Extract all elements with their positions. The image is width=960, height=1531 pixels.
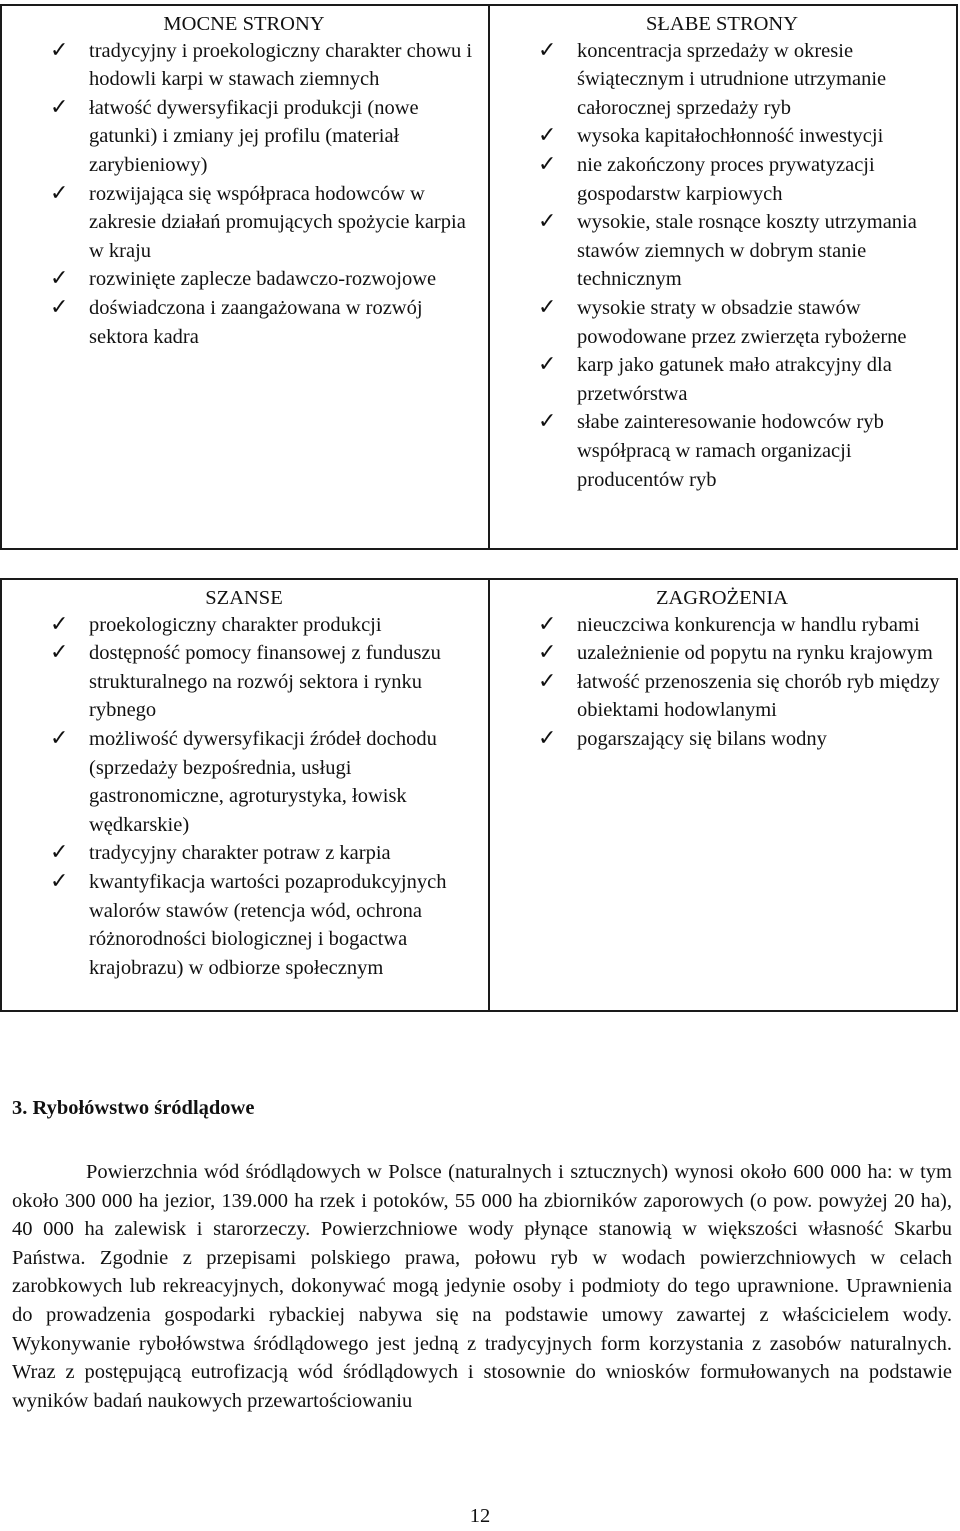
threats-list	[494, 611, 950, 754]
checkmark-icon: ✓	[50, 611, 69, 637]
list-item: ✓ łatwość dywersyfikacji produkcji (nowe gatunki) i zmiany jej profilu (materiał zarybieniowy)	[50, 94, 419, 176]
checkmark-icon: ✓	[538, 725, 557, 751]
list-item: ✓ proekologiczny charakter produkcji	[6, 611, 482, 640]
checkmark-icon: ✓	[50, 294, 69, 320]
weaknesses-cell	[489, 5, 957, 549]
checkmark-icon: ✓	[50, 180, 69, 206]
list-item: ✓ rozwijająca się współpraca hodowców w zakresie działań promujących spożycie karpia w kraju	[50, 180, 466, 262]
checkmark-icon: ✓	[50, 37, 69, 63]
weaknesses-heading: SŁABE STRONY	[645, 13, 799, 35]
list-item: ✓ wysokie straty w obsadzie stawów powodowane przez zwierzęta rybożerne	[538, 294, 907, 348]
page-number: 12	[469, 1505, 491, 1527]
list-item: ✓ koncentracja sprzedaży w okresie świątecznym i utrudnione utrzymanie całorocznej sprzedaży ryb	[538, 37, 887, 119]
list-item: ✓ karp jako gatunek mało atrakcyjny dla przetwórstwa	[538, 352, 892, 405]
opportunities-cell	[1, 579, 489, 1011]
list-item: ✓ uzależnienie od popytu na rynku krajowym	[494, 639, 950, 668]
list-item: ✓ doświadczona i zaangażowana w rozwój sektora kadra	[50, 294, 423, 348]
list-item: ✓ dostępność pomocy finansowej z funduszu strukturalnego na rozwój sektora i rynku rybnego	[50, 640, 441, 722]
checkmark-icon: ✓	[50, 840, 69, 866]
checkmark-icon: ✓	[538, 668, 557, 694]
strengths-cell	[1, 5, 489, 549]
swot-table-bottom	[0, 578, 958, 1012]
list-item: ✓ kwantyfikacja wartości pozaprodukcyjnych walorów stawów (retencja wód, ochrona różnorodności biologicznej i bogactwa krajobrazu) w odbiorze społecznym	[50, 868, 447, 979]
list-item: ✓ rozwinięte zaplecze badawczo-rozwojowe	[6, 265, 482, 294]
checkmark-icon: ✓	[538, 640, 557, 666]
checkmark-icon: ✓	[538, 151, 557, 177]
section-title: 3. Rybołówstwo śródlądowe	[12, 1097, 255, 1119]
swot-table-top	[0, 4, 958, 550]
checkmark-icon: ✓	[50, 725, 69, 751]
strengths-heading: MOCNE STRONY	[163, 13, 325, 35]
threats-heading: ZAGROŻENIA	[655, 587, 789, 609]
checkmark-icon: ✓	[50, 266, 69, 292]
list-item: ✓ wysokie, stale rosnące koszty utrzymania stawów ziemnych w dobrym stanie technicznym	[538, 209, 917, 291]
list-item: ✓ nieuczciwa konkurencja w handlu rybami	[494, 611, 950, 640]
list-item: ✓ tradycyjny charakter potraw z karpia	[6, 839, 482, 868]
weaknesses-list	[494, 37, 950, 495]
checkmark-icon: ✓	[538, 409, 557, 435]
list-item: ✓ słabe zainteresowanie hodowców ryb współpracą w ramach organizacji producentów ryb	[538, 409, 884, 491]
list-item: ✓ wysoka kapitałochłonność inwestycji	[494, 122, 950, 151]
checkmark-icon: ✓	[538, 352, 557, 378]
checkmark-icon: ✓	[538, 611, 557, 637]
checkmark-icon: ✓	[50, 640, 69, 666]
threats-cell	[489, 579, 957, 1011]
opportunities-list	[6, 611, 482, 983]
opportunities-heading: SZANSE	[205, 587, 283, 609]
list-item: ✓ pogarszający się bilans wodny	[494, 725, 950, 754]
checkmark-icon: ✓	[538, 209, 557, 235]
checkmark-icon: ✓	[538, 37, 557, 63]
checkmark-icon: ✓	[50, 868, 69, 894]
list-item: ✓ możliwość dywersyfikacji źródeł dochodu (sprzedaży bezpośrednia, usługi gastronomiczne, agroturystyka, łowisk wędkarskie)	[50, 725, 437, 836]
checkmark-icon: ✓	[538, 294, 557, 320]
checkmark-icon: ✓	[50, 94, 69, 120]
strengths-list	[6, 37, 482, 352]
body-paragraph: Powierzchnia wód śródlądowych w Polsce (naturalnych i sztucznych) wynosi około 600 000 ha: w tym około 300 000 ha jezior, 139.000 ha rzek i potoków, 55 000 ha zbiorników zaporowych (o pow. powyżej 20 ha), 40 000 ha zalewisk i starorzeczy. Powierzchniowe wody płynące stanowią w większości własność Skarbu Państwa. Zgodnie z przepisami polskiego prawa, połowu ryb w wodach powierzchniowych w celach zarobkowych lub rekreacyjnych, dokonywać mogą jedynie osoby i podmioty do tego uprawnione. Uprawnienia do prowadzenia gospodarki rybackiej nabywa się na podstawie umowy zawartej z właścicielem wody. Wykonywanie rybołówstwa śródlądowego jest jedną z tradycyjnych form korzystania z zasobów naturalnych. Wraz z postępującą eutrofizacją wód śródlądowych i stosownie do wniosków formułowanych na podstawie wyników badań naukowych przewartościowaniu	[12, 1161, 952, 1412]
list-item: ✓ nie zakończony proces prywatyzacji gospodarstw karpiowych	[538, 151, 875, 205]
list-item: ✓ łatwość przenoszenia się chorób ryb między obiektami hodowlanymi	[538, 668, 940, 722]
checkmark-icon: ✓	[538, 123, 557, 149]
list-item: ✓ tradycyjny i proekologiczny charakter chowu i hodowli karpi w stawach ziemnych	[50, 37, 473, 91]
